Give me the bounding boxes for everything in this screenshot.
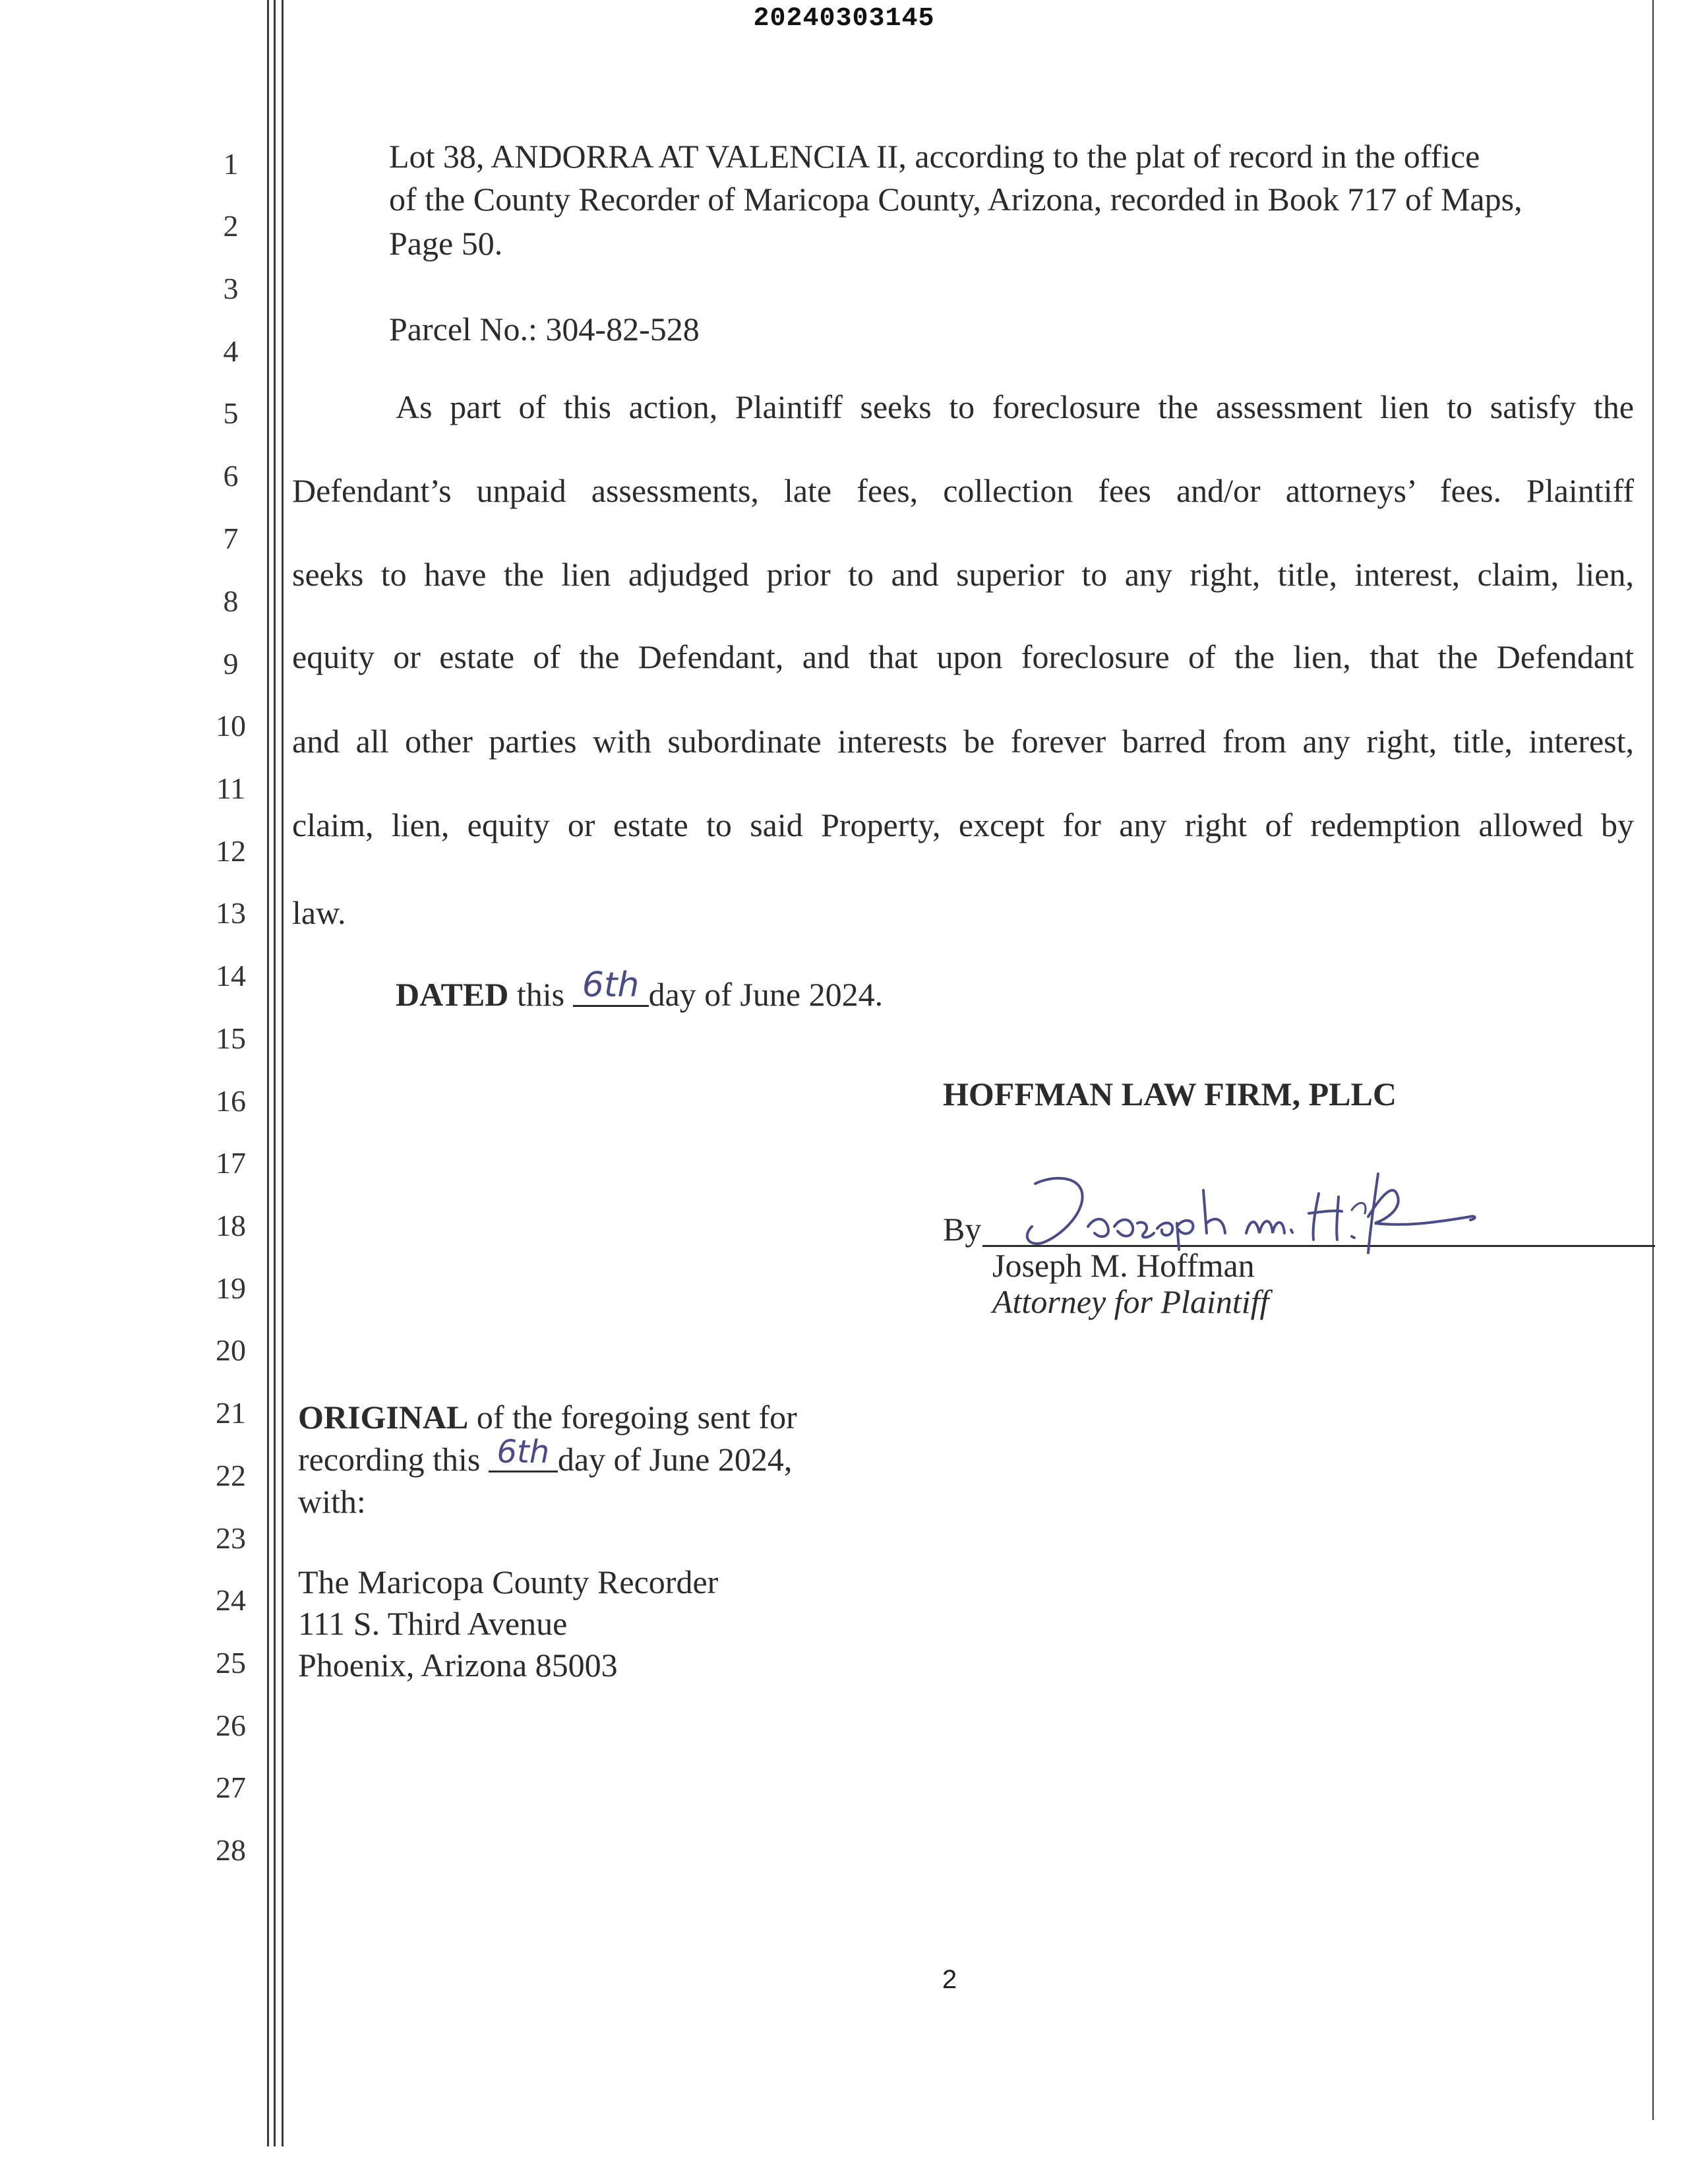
signatory-title: Attorney for Plaintiff [992,1283,1269,1320]
line-number: 11 [216,772,246,805]
parcel-number: Parcel No.: 304-82-528 [389,311,700,348]
line-number: 28 [216,1833,246,1867]
left-margin-rule-3 [282,0,284,2146]
original-line-1 [298,1398,797,1436]
dated-label: DATED [396,976,509,1013]
original-line-1-rest: of the foregoing sent for [476,1399,797,1436]
line-number: 1 [223,147,239,181]
recording-number: 20240303145 [753,4,935,34]
page-number: 2 [942,1965,957,1994]
line-number: 25 [216,1646,246,1680]
line-number: 21 [216,1396,246,1430]
dated-blank [573,965,649,1007]
right-margin-rule [1652,0,1654,2120]
body-line-1: As part of this action, Plaintiff seeks to foreclosure the assessment lien to satisfy the [396,388,1634,425]
signature-by-label: By [943,1211,982,1248]
line-number: 16 [216,1084,246,1118]
original-line-2-suffix: day of June 2024, [557,1441,793,1478]
legal-description-line-1: Lot 38, ANDORRA AT VALENCIA II, according to the plat of record in the office [389,138,1480,175]
line-number: 5 [223,396,239,430]
left-margin-rule-2 [274,0,276,2146]
original-handwritten-day: 6th [497,1434,550,1471]
line-number: 27 [216,1771,246,1804]
line-number: 9 [223,647,239,681]
body-line-4: equity or estate of the Defendant, and that upon foreclosure of the lien, that the Defendant [292,638,1634,675]
line-number: 18 [216,1209,246,1242]
line-number: 15 [216,1021,246,1055]
body-line-7: law. [292,894,346,931]
line-number: 26 [216,1709,246,1742]
dated-line [396,965,884,1016]
handwritten-signature [1009,1164,1484,1256]
recipient-city: Phoenix, Arizona 85003 [298,1647,618,1684]
body-line-3: seeks to have the lien adjudged prior to and superior to any right, title, interest, claim, lien, [292,556,1634,593]
dated-prefix: this [516,976,565,1013]
signatory-name: Joseph M. Hoffman [992,1247,1255,1284]
body-line-2: Defendant’s unpaid assessments, late fees, collection fees and/or attorneys’ fees. Plaintiff [292,472,1634,509]
line-number: 17 [216,1146,246,1180]
original-blank [489,1432,558,1472]
line-number: 10 [216,709,246,743]
body-line-6: claim, lien, equity or estate to said Property, except for any right of redemption allowed by [292,806,1634,843]
dated-suffix: day of June 2024. [648,976,884,1013]
line-number: 14 [216,959,246,992]
original-label: ORIGINAL [298,1399,469,1436]
line-number: 8 [223,584,239,618]
line-number: 13 [216,896,246,930]
line-number: 24 [216,1583,246,1617]
line-number: 4 [223,334,239,368]
line-number: 2 [223,209,239,243]
recipient-name: The Maricopa County Recorder [298,1563,719,1600]
line-number: 7 [223,522,239,555]
line-number: 22 [216,1459,246,1492]
original-line-2 [298,1434,793,1480]
firm-name: HOFFMAN LAW FIRM, PLLC [943,1076,1397,1112]
line-number: 23 [216,1521,246,1555]
body-line-5: and all other parties with subordinate interests be forever barred from any right, title, interest, [292,723,1634,760]
legal-description-line-2: of the County Recorder of Maricopa County, Arizona, recorded in Book 717 of Maps, [389,181,1522,218]
legal-description-line-3: Page 50. [389,225,503,262]
recipient-street: 111 S. Third Avenue [298,1605,568,1642]
dated-handwritten-day: 6th [582,965,640,1005]
line-number: 6 [223,459,239,493]
line-number: 20 [216,1333,246,1367]
original-line-3: with: [298,1483,366,1520]
line-number: 19 [216,1271,246,1305]
left-margin-rule-1 [267,0,269,2146]
line-number: 3 [223,272,239,305]
line-number: 12 [216,834,246,868]
original-line-2-prefix: recording this [298,1441,481,1478]
